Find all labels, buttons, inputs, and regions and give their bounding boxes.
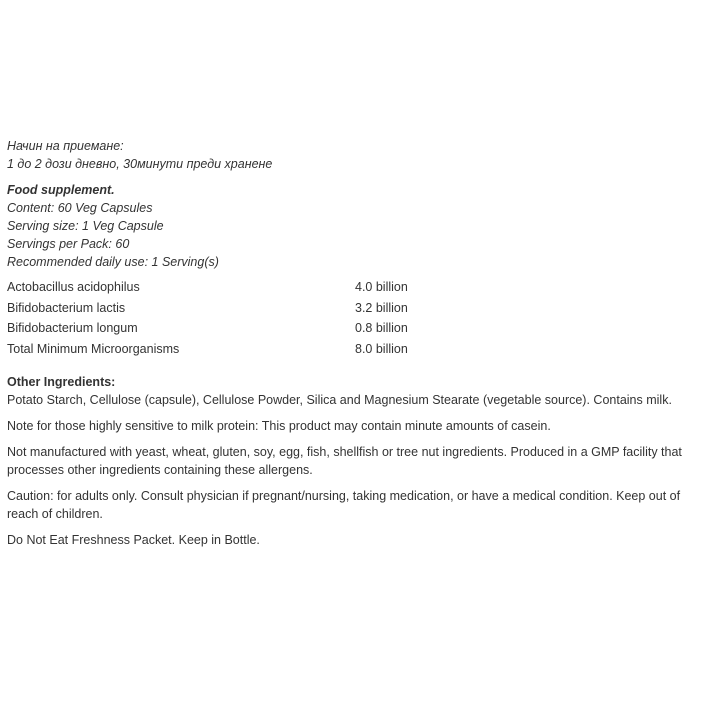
strain-count: 8.0 billion [355, 341, 408, 356]
strain-count: 4.0 billion [355, 280, 408, 295]
strain-name: Total Minimum Microorganisms [7, 341, 180, 356]
usage-text: 1 до 2 дози дневно, 30минути преди хранене [7, 157, 273, 171]
strains-table [7, 277, 555, 359]
table-row [7, 318, 555, 339]
table-row [7, 339, 555, 360]
product-description [7, 137, 695, 549]
supplement-serving-size: Serving size: 1 Veg Capsule [7, 219, 164, 233]
caution-note: Caution: for adults only. Consult physician if pregnant/nursing, taking medication, or have a medical condition. Keep out of reach of children. [7, 489, 681, 521]
usage-section [7, 137, 695, 173]
strain-name: Bifidobacterium longum [7, 321, 138, 336]
other-ingredients-section [7, 373, 695, 409]
strain-name: Bifidobacterium lactis [7, 300, 126, 315]
usage-heading: Начин на приемане: [7, 139, 124, 153]
freshness-note: Do Not Eat Freshness Packet. Keep in Bottle. [7, 533, 260, 547]
other-ingredients-text: Potato Starch, Cellulose (capsule), Cellulose Powder, Silica and Magnesium Stearate (vegetable source). Contains milk. [7, 393, 672, 407]
supplement-daily-use: Recommended daily use: 1 Serving(s) [7, 255, 219, 269]
supplement-servings-per-pack: Servings per Pack: 60 [7, 237, 130, 251]
strain-name: Actobacillus acidophilus [7, 280, 140, 295]
supplement-title: Food supplement. [7, 183, 115, 197]
milk-protein-note: Note for those highly sensitive to milk protein: This product may contain minute amounts of casein. [7, 419, 551, 433]
strain-count: 0.8 billion [355, 321, 408, 336]
table-row [7, 298, 555, 319]
supplement-section [7, 181, 695, 271]
supplement-content: Content: 60 Veg Capsules [7, 201, 153, 215]
other-ingredients-heading: Other Ingredients: [7, 375, 116, 389]
table-row [7, 277, 555, 298]
strain-count: 3.2 billion [355, 300, 408, 315]
allergen-note: Not manufactured with yeast, wheat, gluten, soy, egg, fish, shellfish or tree nut ingredients. Produced in a GMP facility that processes other ingredients containing these allergens. [7, 445, 682, 477]
